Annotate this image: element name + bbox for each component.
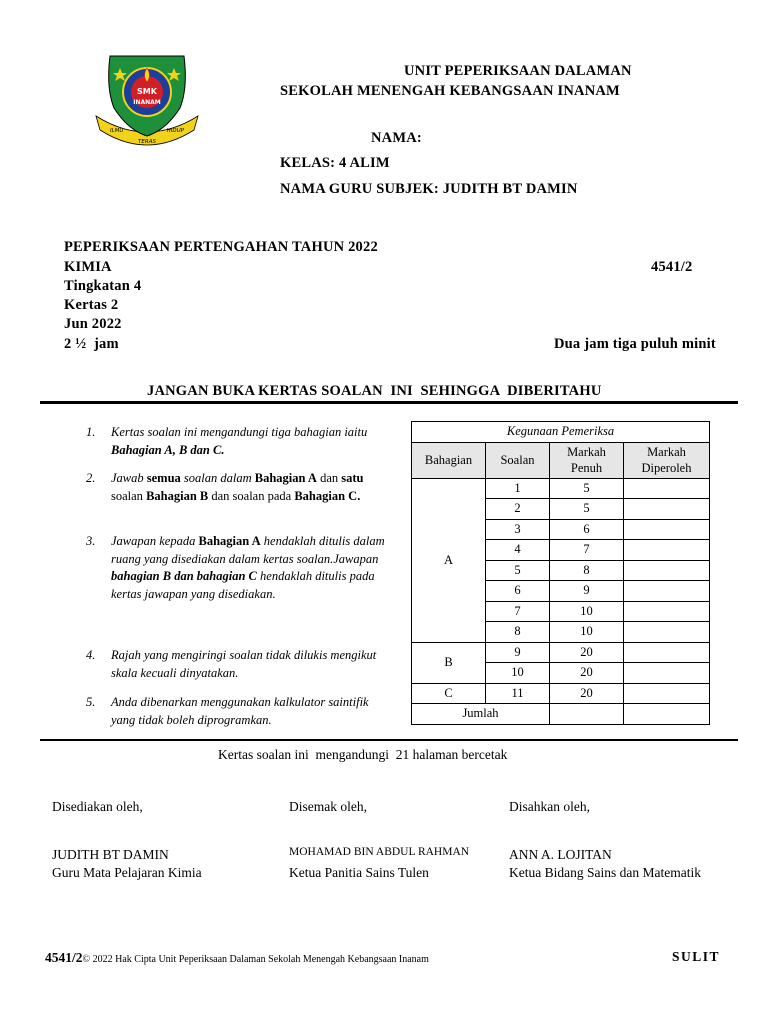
soalan-cell: 8 xyxy=(486,622,550,643)
footer-line xyxy=(45,949,429,967)
approved-by-label: Disahkan oleh, xyxy=(509,799,590,814)
header-markah-diperoleh: Markah Diperoleh xyxy=(624,442,710,478)
table-row xyxy=(412,478,710,499)
markah-diperoleh-cell[interactable] xyxy=(624,622,710,643)
markah-diperoleh-cell[interactable] xyxy=(624,540,710,561)
markah-diperoleh-cell[interactable] xyxy=(624,499,710,520)
markah-diperoleh-cell[interactable] xyxy=(624,642,710,663)
instruction-text-part: soalan xyxy=(111,488,147,503)
markah-penuh-cell: 10 xyxy=(550,622,624,643)
instruction-text-part: soalan dalam xyxy=(180,471,255,485)
soalan-cell: 1 xyxy=(486,478,550,499)
markah-diperoleh-cell[interactable] xyxy=(624,478,710,499)
crest-text-smk: SMK xyxy=(137,87,157,96)
exam-date: Jun 2022 xyxy=(64,316,122,332)
markah-diperoleh-cell[interactable] xyxy=(624,601,710,622)
instruction-text-part: Rajah yang mengiringi soalan tidak dilukis mengikut skala kecuali dinyatakan. xyxy=(111,648,377,680)
markah-penuh-cell: 5 xyxy=(550,478,624,499)
exam-duration: 2 ½ jam xyxy=(64,336,119,352)
section-cell: C xyxy=(412,683,486,704)
markah-diperoleh-cell[interactable] xyxy=(624,663,710,684)
markah-penuh-cell: 20 xyxy=(550,683,624,704)
instruction-number: 5. xyxy=(86,695,96,709)
header-bahagian: Bahagian xyxy=(412,442,486,478)
checked-by-name: MOHAMAD BIN ABDUL RAHMAN xyxy=(289,846,470,858)
table-row xyxy=(412,642,710,663)
crest-text-inanam: INANAM xyxy=(133,99,161,106)
footer-copyright: © 2022 Hak Cipta Unit Peperiksaan Dalaman Sekolah Menengah Kebangsaan Inanam xyxy=(82,954,429,965)
instruction-text-part: Jawapan kepada xyxy=(111,534,199,548)
instruction-text-part: semua xyxy=(146,471,181,485)
instruction-number: 1. xyxy=(86,425,96,439)
soalan-cell: 5 xyxy=(486,560,550,581)
instruction-text-part: Kertas soalan ini mengandungi tiga bahagian iaitu xyxy=(111,425,368,439)
do-not-open-warning: JANGAN BUKA KERTAS SOALAN INI SEHINGGA DIBERITAHU xyxy=(147,383,602,399)
prepared-by-name: JUDITH BT DAMIN xyxy=(52,847,169,862)
pages-rule xyxy=(40,739,738,741)
instruction-number: 2. xyxy=(86,471,96,485)
instruction-text-part: satu xyxy=(341,471,364,485)
checked-by-role: Ketua Panitia Sains Tulen xyxy=(289,865,429,880)
section-cell: A xyxy=(412,478,486,642)
markah-diperoleh-cell[interactable] xyxy=(624,519,710,540)
exam-duration-words: Dua jam tiga puluh minit xyxy=(554,336,716,352)
instruction-text-part: bahagian B dan bahagian C xyxy=(111,569,257,583)
instruction-text-part: hendaklah ditulis pada kertas jawapan yang disediakan. xyxy=(111,569,375,601)
markah-penuh-cell: 20 xyxy=(550,663,624,684)
markah-penuh-cell: 8 xyxy=(550,560,624,581)
exam-title: PEPERIKSAAN PERTENGAHAN TAHUN 2022 xyxy=(64,239,378,255)
markah-diperoleh-cell[interactable] xyxy=(624,581,710,602)
markah-diperoleh-cell[interactable] xyxy=(624,560,710,581)
soalan-cell: 10 xyxy=(486,663,550,684)
exam-code: 4541/2 xyxy=(651,259,693,275)
instruction-number: 4. xyxy=(86,648,96,662)
prepared-by-label: Disediakan oleh, xyxy=(52,799,143,814)
table-row xyxy=(412,683,710,704)
approved-by-name: ANN A. LOJITAN xyxy=(509,847,612,862)
markah-penuh-cell: 7 xyxy=(550,540,624,561)
subject-teacher-label: NAMA GURU SUBJEK: JUDITH BT DAMIN xyxy=(280,181,578,197)
table-caption: Kegunaan Pemeriksa xyxy=(412,422,710,443)
checked-by-label: Disemak oleh, xyxy=(289,799,367,814)
school-crest-logo xyxy=(92,48,202,148)
instruction-text-part: Anda dibenarkan menggunakan kalkulator saintifik yang tidak boleh diprogramkan. xyxy=(111,695,369,727)
approved-by-role: Ketua Bidang Sains dan Matematik xyxy=(509,865,701,880)
soalan-cell: 6 xyxy=(486,581,550,602)
instruction-text-part: Bahagian A xyxy=(254,471,317,485)
crest-motto-left: ILMU xyxy=(110,128,124,134)
instruction-text-part: Bahagian A, B dan C. xyxy=(111,442,225,457)
instruction-text xyxy=(111,694,391,729)
examiner-use-table xyxy=(411,421,710,725)
soalan-cell: 4 xyxy=(486,540,550,561)
header-markah-penuh: Markah Penuh xyxy=(550,442,624,478)
soalan-cell: 9 xyxy=(486,642,550,663)
instruction-text xyxy=(111,470,391,505)
prepared-by-role: Guru Mata Pelajaran Kimia xyxy=(52,865,202,880)
warning-rule xyxy=(40,401,738,404)
student-name-label: NAMA: xyxy=(371,130,422,146)
instruction-text-part: Bahagian B xyxy=(146,488,209,503)
instruction-text xyxy=(111,647,391,682)
markah-diperoleh-cell[interactable] xyxy=(624,683,710,704)
markah-penuh-cell: 20 xyxy=(550,642,624,663)
unit-title: UNIT PEPERIKSAAN DALAMAN xyxy=(404,63,632,79)
instruction-text-part: Bahagian A xyxy=(198,534,261,548)
section-cell: B xyxy=(412,642,486,683)
instruction-text xyxy=(111,533,391,603)
total-label: Jumlah xyxy=(412,704,550,725)
pages-note: Kertas soalan ini mengandungi 21 halaman bercetak xyxy=(218,747,508,762)
instruction-number: 3. xyxy=(86,534,96,548)
markah-penuh-cell: 9 xyxy=(550,581,624,602)
footer-code: 4541/2 xyxy=(45,950,83,965)
exam-paper: Kertas 2 xyxy=(64,297,119,313)
exam-form: Tingkatan 4 xyxy=(64,278,142,294)
markah-penuh-cell: 6 xyxy=(550,519,624,540)
crest-motto-center: TERAS xyxy=(138,139,156,145)
soalan-cell: 2 xyxy=(486,499,550,520)
total-diperoleh xyxy=(624,704,710,725)
school-name: SEKOLAH MENENGAH KEBANGSAAN INANAM xyxy=(280,83,620,99)
instruction-text-part: hendaklah ditulis dalam ruang yang disediakan dalam kertas soalan.Jawapan xyxy=(111,534,385,566)
instruction-text-part: dan soalan pada xyxy=(208,488,295,503)
instruction-text-part: dan xyxy=(316,471,342,485)
header-soalan: Soalan xyxy=(486,442,550,478)
instruction-text-part: Bahagian C. xyxy=(294,488,361,503)
instruction-text xyxy=(111,424,391,459)
footer-classification: SULIT xyxy=(672,949,721,964)
exam-subject: KIMIA xyxy=(64,259,112,275)
soalan-cell: 11 xyxy=(486,683,550,704)
total-penuh xyxy=(550,704,624,725)
class-label: KELAS: 4 ALIM xyxy=(280,155,390,171)
soalan-cell: 3 xyxy=(486,519,550,540)
instruction-text-part: Jawab xyxy=(111,471,147,485)
crest-motto-right: HIDUP xyxy=(166,128,184,134)
soalan-cell: 7 xyxy=(486,601,550,622)
markah-penuh-cell: 10 xyxy=(550,601,624,622)
markah-penuh-cell: 5 xyxy=(550,499,624,520)
